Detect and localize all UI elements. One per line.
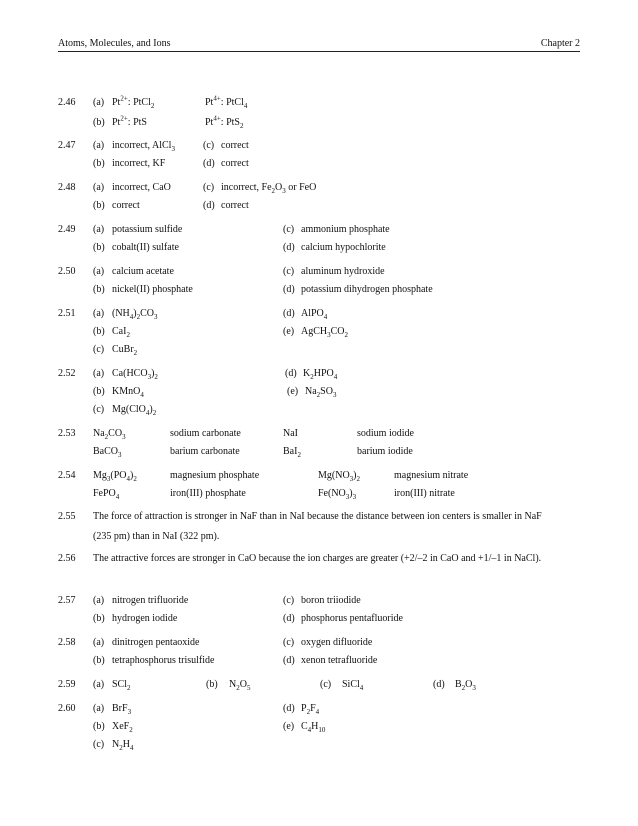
answer-formula: $Mg_3(PO_4)_2$ bbox=[93, 470, 137, 483]
problem-number: 2.58 bbox=[58, 637, 76, 648]
answer-text: xenon tetrafluoride bbox=[301, 655, 378, 666]
answer-formula: KMnO$_4$ bbox=[112, 386, 144, 399]
answer-formula: $B_2O_3$ bbox=[455, 679, 476, 692]
answer-formula: BrF$_3$ bbox=[112, 703, 132, 716]
answer-formula: AlPO$_4$ bbox=[301, 308, 328, 321]
answer-text: barium carbonate bbox=[170, 446, 240, 457]
answer-formula: $Ca(HCO_3)_2$ bbox=[112, 368, 158, 381]
answer-formula: $C_4H_{10}$ bbox=[301, 721, 326, 734]
answer-text: correct bbox=[221, 140, 249, 151]
answer-text: incorrect, CaO bbox=[112, 182, 171, 193]
part-label: (c) bbox=[93, 739, 105, 750]
problem-number: 2.55 bbox=[58, 511, 76, 522]
answer-text: incorrect, AlCl$_3$ bbox=[112, 140, 175, 153]
problem-number: 2.53 bbox=[58, 428, 76, 439]
part-label: (b) bbox=[93, 242, 105, 253]
answer-text: magnesium phosphate bbox=[170, 470, 260, 481]
answer-text: cobalt(II) sulfate bbox=[112, 242, 179, 253]
answer-text: calcium acetate bbox=[112, 266, 174, 277]
part-label: (b) bbox=[93, 117, 105, 128]
answer-formula: CuBr$_2$ bbox=[112, 344, 138, 357]
answer-text: incorrect, KF bbox=[112, 158, 166, 169]
answer-text: iron(III) nitrate bbox=[394, 488, 455, 499]
part-label: (a) bbox=[93, 140, 105, 151]
part-label: (c) bbox=[203, 182, 215, 193]
answer-text: correct bbox=[221, 200, 249, 211]
part-label: (b) bbox=[93, 158, 105, 169]
part-label: (d) bbox=[283, 613, 295, 624]
part-label: (e) bbox=[287, 386, 299, 397]
part-label: (c) bbox=[93, 404, 105, 415]
answer-text: correct bbox=[221, 158, 249, 169]
part-label: (e) bbox=[283, 721, 295, 732]
part-label: (d) bbox=[203, 158, 215, 169]
answer-paragraph: The force of attraction is stronger in NaF than in NaI because the distance between ion centers is smaller in NaF (235 pm) than in NaI (322 pm). bbox=[93, 511, 542, 542]
part-label: (a) bbox=[93, 637, 105, 648]
part-label: (a) bbox=[93, 224, 105, 235]
answer-formula: $N_2O_5$ bbox=[229, 679, 251, 692]
problem-number: 2.50 bbox=[58, 266, 76, 277]
answer-formula: $Na_2CO_3$ bbox=[93, 428, 126, 441]
part-label: (c) bbox=[320, 679, 332, 690]
part-label: (b) bbox=[93, 386, 105, 397]
part-label: (b) bbox=[93, 326, 105, 337]
part-label: (a) bbox=[93, 266, 105, 277]
part-label: (d) bbox=[283, 284, 295, 295]
answer-text: barium iodide bbox=[357, 446, 413, 457]
problem-number: 2.56 bbox=[58, 553, 76, 564]
part-label: (a) bbox=[93, 368, 105, 379]
problem-number: 2.48 bbox=[58, 182, 76, 193]
part-label: (b) bbox=[93, 200, 105, 211]
answer-formula: BaCO$_3$ bbox=[93, 446, 122, 459]
answer-formula: SiCl$_4$ bbox=[342, 679, 364, 692]
part-label: (a) bbox=[93, 679, 105, 690]
answer-text: hydrogen iodide bbox=[112, 613, 178, 624]
answer-formula: $K_2HPO_4$ bbox=[303, 368, 338, 381]
answer-formula: BaI$_2$ bbox=[283, 446, 301, 459]
problem-number: 2.49 bbox=[58, 224, 76, 235]
problem-number: 2.52 bbox=[58, 368, 76, 379]
part-label: (d) bbox=[283, 308, 295, 319]
problem-number: 2.59 bbox=[58, 679, 76, 690]
answer-text: ammonium phosphate bbox=[301, 224, 390, 235]
answer-text: incorrect, $Fe_2O_3$ or FeO bbox=[221, 182, 317, 195]
part-label: (a) bbox=[93, 97, 105, 108]
part-label: (d) bbox=[285, 368, 297, 379]
answer-text: boron triiodide bbox=[301, 595, 361, 606]
part-label: (d) bbox=[283, 655, 295, 666]
answer-formula: $Fe(NO_3)_3$ bbox=[318, 488, 357, 501]
part-label: (b) bbox=[93, 721, 105, 732]
part-label: (c) bbox=[283, 637, 295, 648]
part-label: (d) bbox=[433, 679, 445, 690]
answer-formula: $Pt^{4+}$: PtCl$_4$ bbox=[205, 94, 248, 110]
answer-formula: $N_2H_4$ bbox=[112, 739, 134, 752]
answer-text: calcium hypochlorite bbox=[301, 242, 386, 253]
running-header-chapter: Chapter 2 bbox=[540, 38, 580, 49]
part-label: (b) bbox=[206, 679, 218, 690]
answer-text: sodium carbonate bbox=[170, 428, 241, 439]
answer-formula: FePO$_4$ bbox=[93, 488, 120, 501]
problem-number: 2.47 bbox=[58, 140, 76, 151]
part-label: (d) bbox=[283, 703, 295, 714]
answer-text: dinitrogen pentaoxide bbox=[112, 637, 200, 648]
answer-formula: $Na_2SO_3$ bbox=[305, 386, 337, 399]
part-label: (e) bbox=[283, 326, 295, 337]
problem-number: 2.46 bbox=[58, 97, 76, 108]
answer-formula: $AgCH_3CO_2$ bbox=[301, 326, 349, 339]
answer-text: phosphorus pentafluoride bbox=[301, 613, 403, 624]
part-label: (c) bbox=[283, 266, 295, 277]
part-label: (d) bbox=[203, 200, 215, 211]
answer-formula: $Mg(ClO_4)_2$ bbox=[112, 404, 157, 417]
answer-text: aluminum hydroxide bbox=[301, 266, 385, 277]
part-label: (b) bbox=[93, 655, 105, 666]
answer-formula: SCl$_2$ bbox=[112, 679, 131, 692]
answer-formula: $Pt^{2+}$: PtS bbox=[112, 114, 147, 128]
part-label: (c) bbox=[203, 140, 215, 151]
part-label: (a) bbox=[93, 308, 105, 319]
part-label: (c) bbox=[93, 344, 105, 355]
answer-text: iron(III) phosphate bbox=[170, 488, 246, 499]
answer-text: nickel(II) phosphate bbox=[112, 284, 193, 295]
answer-formula: $Pt^{2+}$: PtCl$_2$ bbox=[112, 94, 155, 110]
answer-formula: CaI$_2$ bbox=[112, 326, 130, 339]
answer-text: oxygen difluoride bbox=[301, 637, 373, 648]
answer-text: potassium dihydrogen phosphate bbox=[301, 284, 433, 295]
answer-text: tetraphosphorus trisulfide bbox=[112, 655, 215, 666]
answer-formula: $(NH_4)_2CO_3$ bbox=[112, 308, 158, 321]
part-label: (c) bbox=[283, 595, 295, 606]
answer-text: sodium iodide bbox=[357, 428, 414, 439]
running-header-title: Atoms, Molecules, and Ions bbox=[58, 38, 171, 49]
problem-number: 2.54 bbox=[58, 470, 76, 481]
problem-number: 2.57 bbox=[58, 595, 76, 606]
part-label: (a) bbox=[93, 703, 105, 714]
part-label: (c) bbox=[283, 224, 295, 235]
header-rule bbox=[58, 51, 580, 52]
problem-number: 2.60 bbox=[58, 703, 76, 714]
problem-number: 2.51 bbox=[58, 308, 76, 319]
part-label: (a) bbox=[93, 595, 105, 606]
answer-text: magnesium nitrate bbox=[394, 470, 469, 481]
answer-text: potassium sulfide bbox=[112, 224, 183, 235]
part-label: (b) bbox=[93, 613, 105, 624]
answer-formula: XeF$_2$ bbox=[112, 721, 133, 734]
part-label: (b) bbox=[93, 284, 105, 295]
answer-formula: NaI bbox=[283, 428, 298, 439]
answer-paragraph: The attractive forces are stronger in CaO because the ion charges are greater (+2/–2 in CaO and +1/–1 in NaCl). bbox=[93, 553, 542, 564]
part-label: (d) bbox=[283, 242, 295, 253]
answer-formula: $P_2F_4$ bbox=[301, 703, 320, 716]
answer-formula: $Pt^{4+}$: PtS$_2$ bbox=[205, 114, 244, 130]
part-label: (a) bbox=[93, 182, 105, 193]
answer-text: nitrogen trifluoride bbox=[112, 595, 189, 606]
answer-formula: $Mg(NO_3)_2$ bbox=[318, 470, 361, 483]
answer-text: correct bbox=[112, 200, 140, 211]
